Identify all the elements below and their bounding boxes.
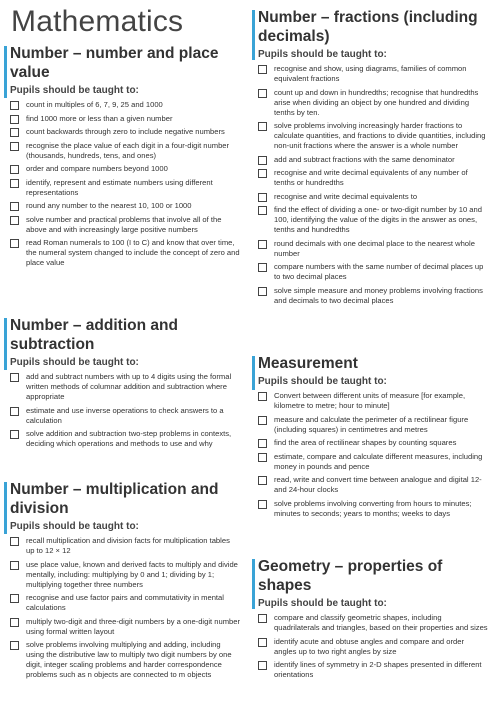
checklist-item-text: estimate, compare and calculate different measures, including money in pounds and pence	[274, 451, 483, 471]
checklist-item	[10, 141, 248, 161]
section-right-0	[248, 8, 496, 309]
section-right-1	[248, 354, 496, 522]
checklist-item-text: multiply two-digit and three-digit numbers by a one-digit number using formal written layout	[26, 616, 240, 636]
checkbox[interactable]	[258, 453, 267, 462]
checklist-item	[258, 660, 496, 680]
section-accent-bar	[4, 482, 7, 534]
section-subtitle: Pupils should be taught to:	[258, 598, 387, 609]
checklist-item-text: recognise and use factor pairs and commutativity in mental calculations	[26, 593, 224, 612]
checklist-item	[10, 178, 248, 198]
section-title: Geometry – properties of shapes	[258, 558, 443, 594]
checklist-item	[258, 415, 496, 435]
checklist-item-text: identify, represent and estimate numbers using different representations	[26, 177, 213, 197]
section-title: Number – multiplication and division	[10, 481, 219, 517]
checklist-item	[10, 617, 248, 637]
section-header	[0, 480, 248, 533]
checklist-item	[258, 438, 496, 448]
section-title: Measurement	[258, 355, 358, 372]
checklist-item-text: use place value, known and derived facts to multiply and divide mentally, including: multiplying by 0 and 1; dividing by 1; multiplying together three numbers	[26, 559, 238, 589]
checklist-item	[10, 560, 248, 590]
checklist-item	[258, 475, 496, 495]
checkbox[interactable]	[258, 287, 267, 296]
checkbox[interactable]	[10, 165, 19, 174]
checklist-item-text: recognise and show, using diagrams, families of common equivalent fractions	[274, 64, 467, 83]
section-header	[248, 8, 496, 61]
checklist	[248, 391, 496, 519]
checklist-item-text: count in multiples of 6, 7, 9, 25 and 1000	[26, 100, 163, 109]
checkbox[interactable]	[258, 614, 267, 623]
checklist-item	[10, 164, 248, 174]
checklist-item-text: recognise and write decimal equivalents to	[274, 191, 418, 201]
checklist-item	[258, 192, 496, 202]
checkbox[interactable]	[10, 430, 19, 439]
checklist-item-text: read Roman numerals to 100 (I to C) and know that over time, the numeral system changed to include the concept of zero and place value	[26, 238, 240, 267]
checkbox[interactable]	[10, 594, 19, 603]
checklist-item-text: recognise the place value of each digit in a four-digit number (thousands, hundreds, tens, and ones)	[26, 140, 230, 160]
checklist-item	[10, 100, 248, 110]
section-subtitle: Pupils should be taught to:	[10, 521, 139, 532]
checkbox[interactable]	[10, 202, 19, 211]
checklist-item	[10, 536, 248, 556]
checkbox[interactable]	[258, 439, 267, 448]
section-accent-bar	[252, 10, 255, 60]
checklist	[248, 613, 496, 680]
checklist-item	[10, 201, 248, 211]
checklist-item-text: find 1000 more or less than a given number	[26, 113, 173, 123]
section-left-1	[0, 316, 248, 453]
checkbox[interactable]	[258, 500, 267, 509]
checklist-item	[10, 127, 248, 137]
checkbox[interactable]	[10, 618, 19, 627]
checkbox[interactable]	[10, 179, 19, 188]
section-title: Number – addition and subtraction	[10, 317, 178, 353]
checklist-item	[258, 239, 496, 259]
checklist-item-text: solve problems involving multiplying and adding, including using the distributive law to multiply two digit numbers by one digit, integer scaling problems and harder correspondence problems such as n objects are connected to m objects	[26, 640, 232, 679]
checklist-item	[258, 155, 496, 165]
checklist-item	[258, 286, 496, 306]
checklist-item	[258, 168, 496, 188]
checklist-item	[258, 452, 496, 472]
checklist-item-text: Convert between different units of measure [for example, kilometre to metre; hour to minute]	[274, 391, 466, 410]
checklist-item	[258, 121, 496, 151]
section-right-2	[248, 557, 496, 684]
checkbox[interactable]	[10, 239, 19, 248]
checklist-item	[10, 238, 248, 268]
checkbox[interactable]	[258, 476, 267, 485]
checkbox[interactable]	[258, 122, 267, 131]
checklist-item	[258, 205, 496, 235]
checklist-item	[10, 215, 248, 235]
checkbox[interactable]	[10, 142, 19, 151]
checklist-item-text: order and compare numbers beyond 1000	[26, 164, 168, 173]
section-title: Number – fractions (including decimals)	[258, 9, 478, 45]
checkbox[interactable]	[258, 65, 267, 74]
checklist-item-text: estimate and use inverse operations to check answers to a calculation	[26, 405, 224, 425]
checklist-item-text: solve number and practical problems that involve all of the above and with increasingly large positive numbers	[26, 214, 222, 234]
page-title: Mathematics	[11, 5, 184, 38]
checklist-item	[258, 262, 496, 282]
checklist-item	[258, 391, 496, 411]
section-left-0	[0, 44, 248, 272]
checklist-item-text: find the area of rectilinear shapes by counting squares	[274, 438, 457, 447]
checklist-item-text: identify acute and obtuse angles and compare and order angles up to two right angles by size	[274, 636, 464, 656]
checklist-item	[258, 64, 496, 84]
section-accent-bar	[4, 46, 7, 98]
checkbox[interactable]	[258, 156, 267, 165]
checkbox[interactable]	[258, 89, 267, 98]
checklist-item-text: round any number to the nearest 10, 100 or 1000	[26, 201, 192, 210]
section-accent-bar	[252, 356, 255, 390]
checklist-item	[10, 406, 248, 426]
checklist-item-text: compare numbers with the same number of decimal places up to two decimal places	[274, 262, 484, 281]
checkbox[interactable]	[258, 169, 267, 178]
checklist-item	[258, 613, 496, 633]
checklist-item-text: add and subtract fractions with the same denominator	[274, 154, 455, 164]
section-left-2	[0, 480, 248, 684]
section-header	[0, 316, 248, 369]
section-header	[248, 354, 496, 388]
section-header	[248, 557, 496, 610]
checklist-item	[258, 499, 496, 519]
checklist-item	[10, 640, 248, 680]
checklist	[0, 536, 248, 680]
checkbox[interactable]	[10, 537, 19, 546]
checklist-item-text: solve problems involving increasingly harder fractions to calculate quantities, and fractions to divide quantities, including non-unit fractions where the answer is a whole number	[274, 121, 486, 150]
checkbox[interactable]	[10, 373, 19, 382]
checkbox[interactable]	[258, 392, 267, 401]
checklist-item-text: solve problems involving converting from hours to minutes; minutes to seconds; years to months; weeks to days	[274, 498, 472, 518]
checkbox[interactable]	[10, 641, 19, 650]
checklist-item	[10, 114, 248, 124]
section-header	[0, 44, 248, 97]
checkbox[interactable]	[258, 206, 267, 215]
checklist	[248, 64, 496, 306]
checklist-item	[258, 637, 496, 657]
section-subtitle: Pupils should be taught to:	[10, 85, 139, 96]
section-subtitle: Pupils should be taught to:	[258, 49, 387, 60]
section-accent-bar	[252, 559, 255, 609]
section-accent-bar	[4, 318, 7, 370]
checklist-item-text: identify lines of symmetry in 2-D shapes presented in different orientations	[274, 660, 482, 679]
checklist-item	[10, 372, 248, 402]
checklist-item-text: count backwards through zero to include negative numbers	[26, 127, 225, 136]
checkbox[interactable]	[10, 128, 19, 137]
checklist-item-text: count up and down in hundredths; recognise that hundredths arise when dividing an object by one hundred and dividing tenths by ten.	[274, 87, 479, 117]
section-subtitle: Pupils should be taught to:	[258, 376, 387, 387]
checklist-item	[258, 88, 496, 118]
checklist-item-text: find the effect of dividing a one- or two-digit number by 10 and 100, identifying the value of the digits in the answer as ones, tenths and hundredths	[274, 205, 482, 234]
checkbox[interactable]	[258, 240, 267, 249]
checkbox[interactable]	[258, 193, 267, 202]
checklist-item	[10, 429, 248, 449]
checklist	[0, 372, 248, 449]
checkbox[interactable]	[10, 101, 19, 110]
checklist-item-text: measure and calculate the perimeter of a rectilinear figure (including squares) in centimetres and metres	[274, 414, 469, 434]
checkbox[interactable]	[258, 416, 267, 425]
checkbox[interactable]	[258, 263, 267, 272]
checkbox[interactable]	[10, 216, 19, 225]
checkbox[interactable]	[258, 638, 267, 647]
section-subtitle: Pupils should be taught to:	[10, 357, 139, 368]
checkbox[interactable]	[10, 561, 19, 570]
checklist-item-text: compare and classify geometric shapes, including quadrilaterals and triangles, based on their properties and sizes	[274, 613, 488, 632]
checklist-item	[10, 593, 248, 613]
checklist-item-text: add and subtract numbers with up to 4 digits using the formal written methods of columnar addition and subtraction where appropriate	[26, 372, 232, 401]
checkbox[interactable]	[258, 661, 267, 670]
checklist-item-text: solve addition and subtraction two-step problems in contexts, deciding which operations and methods to use and why	[26, 429, 232, 448]
checklist-item-text: solve simple measure and money problems involving fractions and decimals to two decimal places	[274, 285, 483, 305]
checkbox[interactable]	[10, 407, 19, 416]
checklist-item-text: recognise and write decimal equivalents of any number of tenths or hundredths	[274, 168, 468, 187]
checklist-item-text: read, write and convert time between analogue and digital 12- and 24-hour clocks	[274, 475, 482, 494]
checklist-item-text: recall multiplication and division facts for multiplication tables up to 12 × 12	[26, 536, 230, 555]
checklist-item-text: round decimals with one decimal place to the nearest whole number	[274, 238, 475, 258]
checkbox[interactable]	[10, 115, 19, 124]
checklist	[0, 100, 248, 268]
section-title: Number – number and place value	[10, 45, 219, 81]
